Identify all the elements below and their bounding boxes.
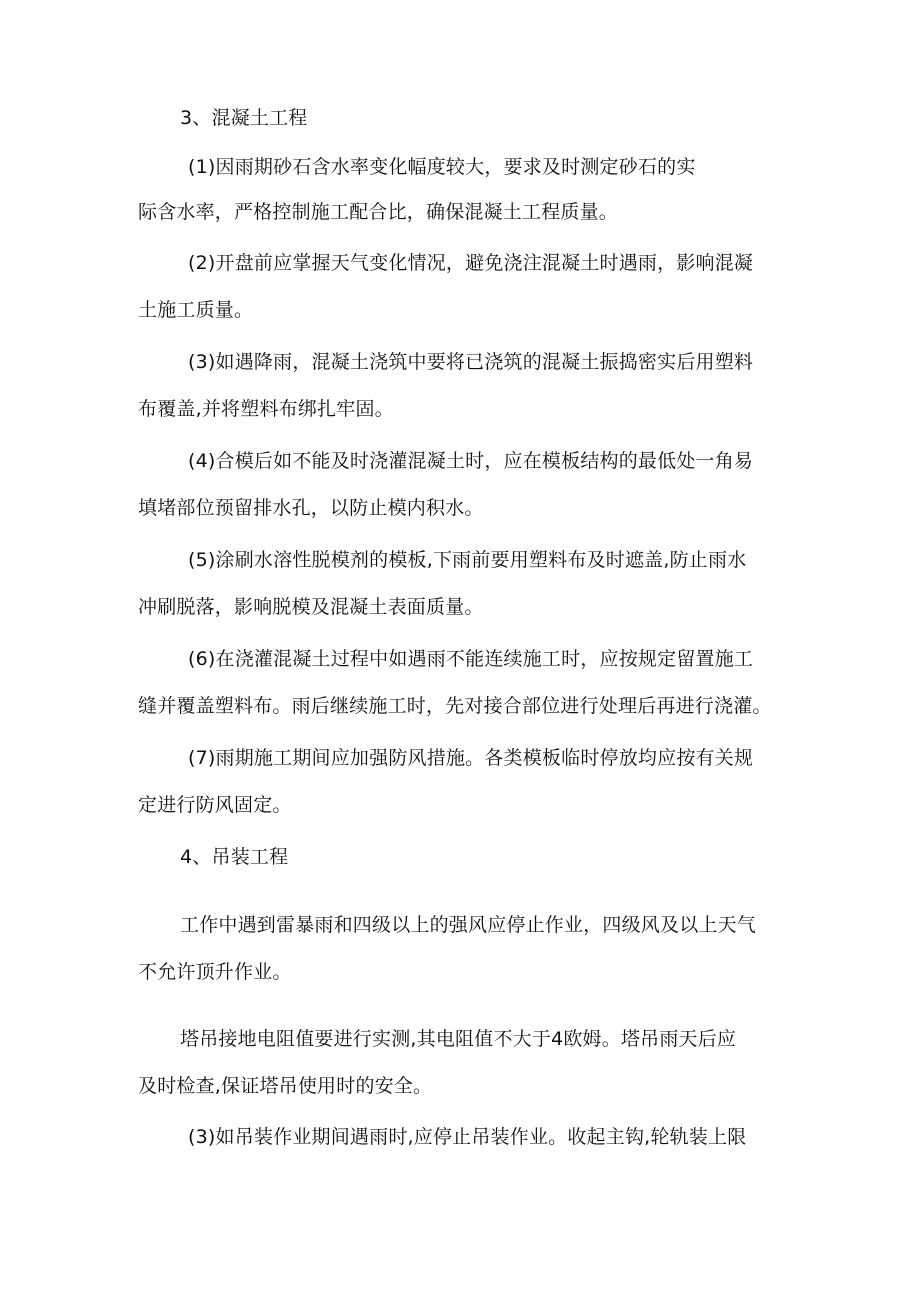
paragraph-line: (7)雨期施工期间应加强防风措施。各类模板临时停放均应按有关规: [188, 747, 754, 769]
section-heading-concrete: 3、混凝土工程: [180, 107, 308, 129]
paragraph-line: (1)因雨期砂石含水率变化幅度较大，要求及时测定砂石的实: [188, 156, 696, 178]
paragraph-line: (4)合模后如不能及时浇灌混凝土时，应在模板结构的最低处一角易: [188, 450, 754, 472]
section-heading-hoisting: 4、吊装工程: [180, 846, 289, 868]
paragraph-line: 及时检查,保证塔吊使用时的安全。: [138, 1075, 433, 1097]
paragraph-line: 填堵部位预留排水孔，以防止模内积水。: [138, 497, 484, 519]
paragraph-line: (5)涂刷水溶性脱模剂的模板,下雨前要用塑料布及时遮盖,防止雨水: [188, 549, 747, 571]
paragraph-line: 塔吊接地电阻值要进行实测,其电阻值不大于4欧姆。塔吊雨天后应: [180, 1028, 737, 1050]
paragraph-line: 工作中遇到雷暴雨和四级以上的强风应停止作业，四级风及以上天气: [180, 914, 757, 936]
paragraph-line: (3)如吊装作业期间遇雨时,应停止吊装作业。收起主钩,轮轨装上限: [188, 1126, 747, 1148]
paragraph-line: 缝并覆盖塑料布。雨后继续施工时，先对接合部位进行处理后再进行浇灌。: [138, 695, 772, 717]
paragraph-line: 土施工质量。: [138, 299, 254, 321]
paragraph-line: 际含水率，严格控制施工配合比，确保混凝土工程质量。: [138, 201, 619, 223]
paragraph-line: (6)在浇灌混凝土过程中如遇雨不能连续施工时，应按规定留置施工: [188, 648, 754, 670]
paragraph-line: 布覆盖,并将塑料布绑扎牢固。: [138, 398, 394, 420]
paragraph-line: (3)如遇降雨，混凝土浇筑中要将已浇筑的混凝土振捣密实后用塑料: [188, 351, 754, 373]
paragraph-line: (2)开盘前应掌握天气变化情况，避免浇注混凝土时遇雨，影响混凝: [188, 252, 754, 274]
paragraph-line: 不允许顶升作业。: [138, 961, 292, 983]
paragraph-line: 冲刷脱落，影响脱模及混凝土表面质量。: [138, 596, 484, 618]
paragraph-line: 定进行防风固定。: [138, 794, 292, 816]
